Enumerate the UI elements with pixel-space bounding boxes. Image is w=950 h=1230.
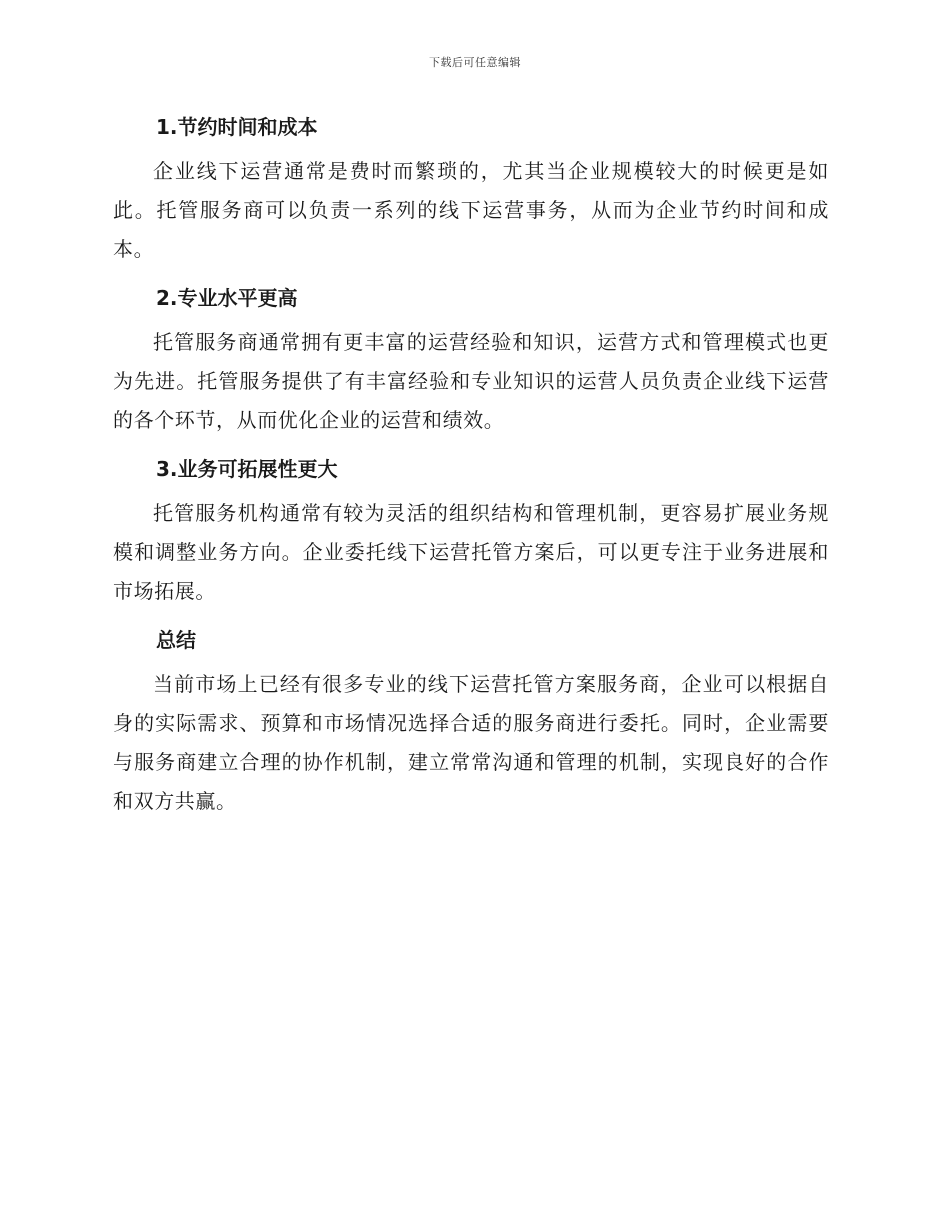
- section-paragraph: 企业线下运营通常是费时而繁琐的，尤其当企业规模较大的时候更是如此。托管服务商可以负责一系列的线下运营事务，从而为企业节约时间和成本。: [113, 159, 829, 261]
- section-scalability: [113, 454, 829, 611]
- section-heading: 3.业务可拓展性更大: [156, 457, 338, 481]
- section-heading: 1.节约时间和成本: [156, 115, 318, 139]
- section-summary: [113, 625, 829, 821]
- section-professional-level: [113, 283, 829, 440]
- section-paragraph: 当前市场上已经有很多专业的线下运营托管方案服务商，企业可以根据自身的实际需求、预算和市场情况选择合适的服务商进行委托。同时，企业需要与服务商建立合理的协作机制，建立常常沟通和管理的机制，实现良好的合作和双方共赢。: [113, 672, 829, 813]
- section-paragraph: 托管服务机构通常有较为灵活的组织结构和管理机制，更容易扩展业务规模和调整业务方向。企业委托线下运营托管方案后，可以更专注于业务进展和市场拓展。: [113, 501, 829, 603]
- section-heading: 总结: [156, 628, 196, 652]
- header-note: 下载后可任意编辑: [429, 56, 521, 69]
- document-body: [113, 112, 829, 835]
- section-heading: 2.专业水平更高: [156, 286, 298, 310]
- section-paragraph: 托管服务商通常拥有更丰富的运营经验和知识，运营方式和管理模式也更为先进。托管服务提供了有丰富经验和专业知识的运营人员负责企业线下运营的各个环节，从而优化企业的运营和绩效。: [113, 330, 829, 432]
- section-time-cost: [113, 112, 829, 269]
